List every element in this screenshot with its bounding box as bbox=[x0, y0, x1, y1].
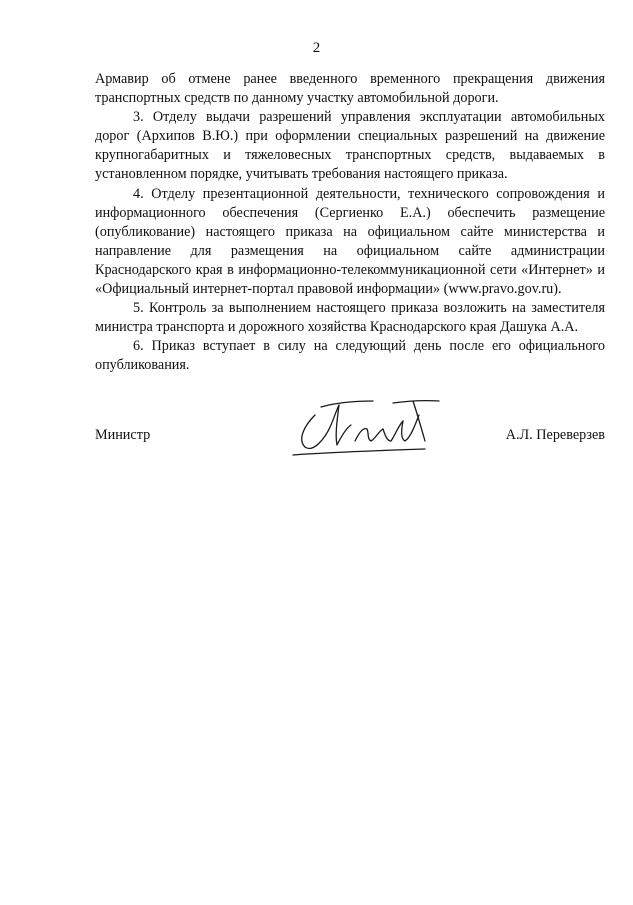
signatory-title: Министр bbox=[95, 427, 151, 443]
paragraph-item-4: 4. Отделу презентационной деятельности, технического сопровождения и информационного обеспечения (Сергиенко Е.А.) обеспечить размещение (опубликование) настоящего приказа на официальном сайте министерства и направление для размещения на официальном сайте администрации Краснодарского края в информационно-телекоммуникационной сети «Интернет» и «Официальный интернет-портал правовой информации» (www.pravo.gov.ru). bbox=[95, 185, 605, 298]
document-body bbox=[95, 70, 605, 376]
paragraph-item-6: 6. Приказ вступает в силу на следующий день после его официального опубликования. bbox=[95, 338, 605, 374]
paragraph-continuation: Армавир об отмене ранее введенного временного прекращения движения транспортных средств по данному участку автомобильной дороги. bbox=[95, 71, 605, 107]
page-number: 2 bbox=[312, 40, 321, 56]
signatory-name: А.Л. Переверзев bbox=[505, 427, 605, 443]
signature-block bbox=[95, 395, 605, 465]
paragraph-item-5: 5. Контроль за выполнением настоящего приказа возложить на заместителя министра транспорта и дорожного хозяйства Краснодарского края Дашука А.А. bbox=[95, 300, 605, 336]
handwritten-signature bbox=[275, 395, 465, 463]
paragraph-item-3: 3. Отделу выдачи разрешений управления эксплуатации автомобильных дорог (Архипов В.Ю.) при оформлении специальных разрешений на движение крупногабаритных и тяжеловесных транспортных средств, выдаваемых в установленном порядке, учитывать требования настоящего приказа. bbox=[95, 109, 605, 183]
